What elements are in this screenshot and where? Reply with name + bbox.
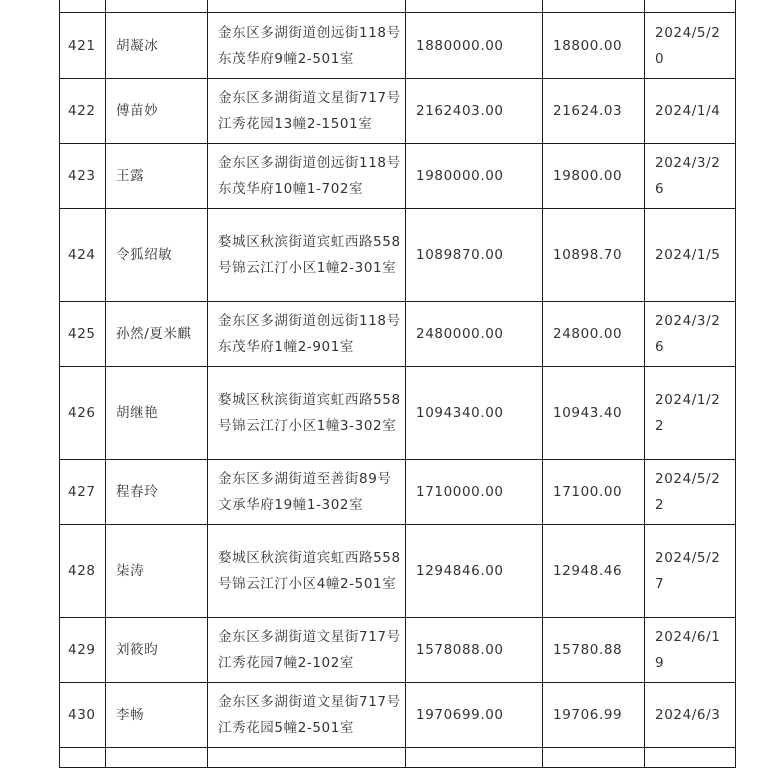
date: 2024/5/27 <box>645 525 736 618</box>
deposit: 10943.40 <box>543 367 645 460</box>
row-number: 429 <box>60 618 106 683</box>
table-row <box>60 302 736 367</box>
amount: 1094340.00 <box>406 367 543 460</box>
owner-name: 胡凝冰 <box>106 13 208 79</box>
table-row <box>60 144 736 209</box>
date: 2024/6/19 <box>645 618 736 683</box>
table-cell <box>106 0 208 13</box>
table-cell <box>543 0 645 13</box>
table-row <box>60 79 736 144</box>
table-row <box>60 13 736 79</box>
owner-name: 李畅 <box>106 683 208 748</box>
amount: 1089870.00 <box>406 209 543 302</box>
table-cell <box>543 748 645 768</box>
row-number: 425 <box>60 302 106 367</box>
property-address: 金东区多湖街道文星街717号江秀花园13幢2-1501室 <box>208 79 406 144</box>
date: 2024/3/26 <box>645 144 736 209</box>
owner-name: 程春玲 <box>106 460 208 525</box>
owner-name: 刘筱昀 <box>106 618 208 683</box>
owner-name: 王露 <box>106 144 208 209</box>
owner-name: 令狐绍敏 <box>106 209 208 302</box>
property-address: 金东区多湖街道文星街717号江秀花园5幢2-501室 <box>208 683 406 748</box>
deposit: 15780.88 <box>543 618 645 683</box>
property-address: 婺城区秋滨街道宾虹西路558号锦云江汀小区4幢2-501室 <box>208 525 406 618</box>
deposit: 19706.99 <box>543 683 645 748</box>
amount: 1710000.00 <box>406 460 543 525</box>
row-number: 421 <box>60 13 106 79</box>
amount: 1980000.00 <box>406 144 543 209</box>
amount: 1970699.00 <box>406 683 543 748</box>
table-row <box>60 683 736 748</box>
row-number: 422 <box>60 79 106 144</box>
deposit: 10898.70 <box>543 209 645 302</box>
table-cell <box>208 0 406 13</box>
date: 2024/1/5 <box>645 209 736 302</box>
table-row <box>60 209 736 302</box>
table-cell <box>645 0 736 13</box>
table-cell <box>60 0 106 13</box>
table-row <box>60 525 736 618</box>
date: 2024/6/3 <box>645 683 736 748</box>
date: 2024/1/22 <box>645 367 736 460</box>
deposit: 24800.00 <box>543 302 645 367</box>
table-cell <box>406 0 543 13</box>
table-cell <box>645 748 736 768</box>
property-address: 婺城区秋滨街道宾虹西路558号锦云江汀小区1幢2-301室 <box>208 209 406 302</box>
table-row <box>60 460 736 525</box>
row-number: 427 <box>60 460 106 525</box>
table-row <box>60 618 736 683</box>
row-number: 423 <box>60 144 106 209</box>
table-row-partial <box>60 748 736 768</box>
property-address: 婺城区秋滨街道宾虹西路558号锦云江汀小区1幢3-302室 <box>208 367 406 460</box>
amount: 1294846.00 <box>406 525 543 618</box>
records-table <box>59 0 736 768</box>
table-cell <box>406 748 543 768</box>
date: 2024/3/26 <box>645 302 736 367</box>
owner-name: 胡继艳 <box>106 367 208 460</box>
amount: 2480000.00 <box>406 302 543 367</box>
date: 2024/1/4 <box>645 79 736 144</box>
property-address: 金东区多湖街道创远街118号东茂华府10幢1-702室 <box>208 144 406 209</box>
deposit: 18800.00 <box>543 13 645 79</box>
property-address: 金东区多湖街道创远街118号东茂华府9幢2-501室 <box>208 13 406 79</box>
property-address: 金东区多湖街道至善街89号文承华府19幢1-302室 <box>208 460 406 525</box>
owner-name: 傅苗妙 <box>106 79 208 144</box>
amount: 1880000.00 <box>406 13 543 79</box>
deposit: 17100.00 <box>543 460 645 525</box>
table-cell <box>106 748 208 768</box>
date: 2024/5/20 <box>645 13 736 79</box>
table-cell <box>60 748 106 768</box>
date: 2024/5/22 <box>645 460 736 525</box>
table-cell <box>208 748 406 768</box>
property-address: 金东区多湖街道创远街118号东茂华府1幢2-901室 <box>208 302 406 367</box>
row-number: 430 <box>60 683 106 748</box>
row-number: 424 <box>60 209 106 302</box>
amount: 2162403.00 <box>406 79 543 144</box>
table-row-partial <box>60 0 736 13</box>
table-row <box>60 367 736 460</box>
deposit: 19800.00 <box>543 144 645 209</box>
amount: 1578088.00 <box>406 618 543 683</box>
property-address: 金东区多湖街道文星街717号江秀花园7幢2-102室 <box>208 618 406 683</box>
row-number: 426 <box>60 367 106 460</box>
row-number: 428 <box>60 525 106 618</box>
owner-name: 孙然/夏米麒 <box>106 302 208 367</box>
deposit: 12948.46 <box>543 525 645 618</box>
owner-name: 柒涛 <box>106 525 208 618</box>
deposit: 21624.03 <box>543 79 645 144</box>
